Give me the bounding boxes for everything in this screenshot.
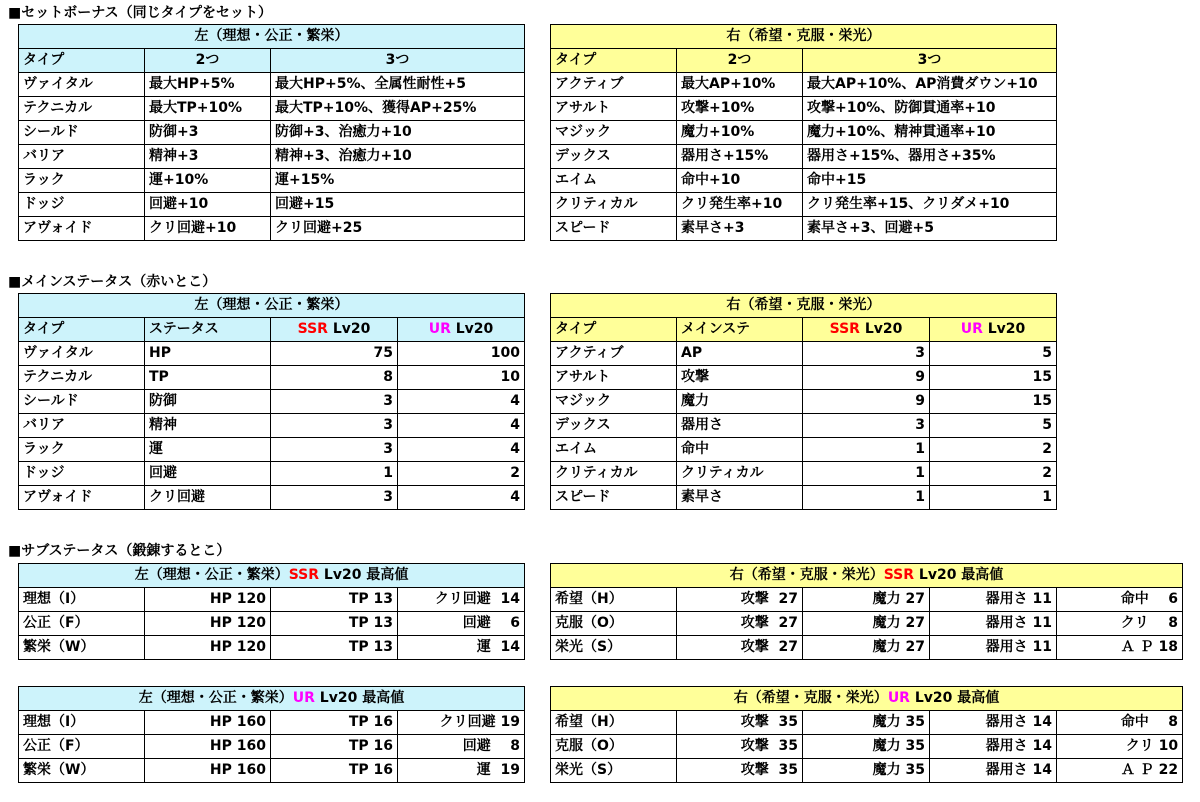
table-cell: クリ発生率+15、クリダメ+10 xyxy=(803,193,1057,217)
table-cell: マジック xyxy=(551,121,677,145)
table-cell: 9 xyxy=(803,366,930,390)
ssr-label: SSR xyxy=(883,567,915,583)
table-cell: 運 14 xyxy=(398,636,525,660)
table-cell: 器用さ 11 xyxy=(930,636,1057,660)
table-row xyxy=(551,462,1057,486)
table-cell: 15 xyxy=(930,390,1057,414)
table-cell: 栄光（S） xyxy=(551,759,677,783)
table-cell: ドッジ xyxy=(19,462,145,486)
table-cell: スピード xyxy=(551,217,677,241)
ur-label: UR xyxy=(887,690,910,706)
table-row xyxy=(551,486,1057,510)
table-row xyxy=(19,588,525,612)
table-row xyxy=(19,612,525,636)
set-bonus-right-table xyxy=(550,24,1057,241)
sub-status-ssr-right-table xyxy=(550,563,1183,660)
table-cell: 攻撃 35 xyxy=(677,711,803,735)
table-row xyxy=(19,462,525,486)
table-cell: 器用さ 14 xyxy=(930,759,1057,783)
column-header: メインステ xyxy=(677,318,803,342)
title-suffix: Lv20 最高値 xyxy=(319,567,409,583)
table-cell: アクティブ xyxy=(551,342,677,366)
sub-status-ur-right-table xyxy=(550,686,1183,783)
table-cell: クリティカル xyxy=(551,193,677,217)
table-cell: TP 13 xyxy=(271,588,398,612)
table-row xyxy=(551,97,1057,121)
ur-label: UR xyxy=(428,321,451,337)
column-header: 2つ xyxy=(677,49,803,73)
table-cell: 攻撃 xyxy=(677,366,803,390)
table-cell: ドッジ xyxy=(19,193,145,217)
column-header: ステータス xyxy=(145,318,271,342)
table-cell: ラック xyxy=(19,438,145,462)
table-row xyxy=(551,145,1057,169)
table-cell: HP 120 xyxy=(145,588,271,612)
table-cell: 理想（I） xyxy=(19,588,145,612)
table-cell: HP 160 xyxy=(145,711,271,735)
table-cell: 公正（F） xyxy=(19,612,145,636)
table-cell: 2 xyxy=(930,438,1057,462)
title-text: 右（希望・克服・栄光） xyxy=(733,690,888,706)
table-cell: 攻撃+10%、防御貫通率+10 xyxy=(803,97,1057,121)
table-cell: TP 13 xyxy=(271,612,398,636)
table-cell: 5 xyxy=(930,342,1057,366)
table-cell: 15 xyxy=(930,366,1057,390)
table-title: 左（理想・公正・繁栄） xyxy=(19,25,525,49)
column-header: 2つ xyxy=(145,49,271,73)
table-cell: 4 xyxy=(398,390,525,414)
table-cell: 攻撃 27 xyxy=(677,588,803,612)
table-cell: 素早さ xyxy=(677,486,803,510)
table-row xyxy=(551,390,1057,414)
table-row xyxy=(19,217,525,241)
table-cell: 運+15% xyxy=(271,169,525,193)
table-cell: 運 19 xyxy=(398,759,525,783)
column-header-ur xyxy=(398,318,525,342)
table-cell: バリア xyxy=(19,145,145,169)
table-row xyxy=(19,711,525,735)
table-cell: 最大TP+10% xyxy=(145,97,271,121)
table-cell: 回避 8 xyxy=(398,735,525,759)
table-cell: 理想（I） xyxy=(19,711,145,735)
table-cell: 精神+3、治癒力+10 xyxy=(271,145,525,169)
table-cell: 魔力 27 xyxy=(803,588,930,612)
table-cell: 器用さ+15% xyxy=(677,145,803,169)
table-cell: 命中+15 xyxy=(803,169,1057,193)
table-cell: 3 xyxy=(271,438,398,462)
table-cell: 命中 6 xyxy=(1057,588,1183,612)
table-cell: 4 xyxy=(398,438,525,462)
table-row xyxy=(19,438,525,462)
table-cell: HP 120 xyxy=(145,612,271,636)
table-cell: 1 xyxy=(271,462,398,486)
table-cell: 素早さ+3 xyxy=(677,217,803,241)
table-cell: 魔力+10% xyxy=(677,121,803,145)
table-cell: 最大HP+5%、全属性耐性+5 xyxy=(271,73,525,97)
column-header: タイプ xyxy=(19,49,145,73)
table-cell: クリ発生率+10 xyxy=(677,193,803,217)
table-cell: 希望（H） xyxy=(551,711,677,735)
table-cell: 魔力 27 xyxy=(803,636,930,660)
table-cell: 回避 xyxy=(145,462,271,486)
table-row xyxy=(551,588,1183,612)
table-cell: 3 xyxy=(803,414,930,438)
table-cell: 9 xyxy=(803,390,930,414)
table-cell: テクニカル xyxy=(19,366,145,390)
table-cell: 繁栄（W） xyxy=(19,636,145,660)
table-cell: AP xyxy=(677,342,803,366)
table-cell: 回避+10 xyxy=(145,193,271,217)
table-cell: 3 xyxy=(271,390,398,414)
table-row xyxy=(19,759,525,783)
table-row xyxy=(19,97,525,121)
level-label: Lv20 xyxy=(987,321,1026,337)
level-label: Lv20 xyxy=(864,321,903,337)
table-row xyxy=(551,121,1057,145)
table-cell: アサルト xyxy=(551,97,677,121)
table-title: 左（理想・公正・繁栄） xyxy=(19,294,525,318)
table-cell: クリ 10 xyxy=(1057,735,1183,759)
set-bonus-left-table xyxy=(18,24,525,241)
table-cell: 魔力 xyxy=(677,390,803,414)
sub-status-ssr-left-table xyxy=(18,563,525,660)
level-label: Lv20 xyxy=(455,321,494,337)
column-header-ur xyxy=(930,318,1057,342)
table-cell: 攻撃 27 xyxy=(677,612,803,636)
table-cell: ヴァイタル xyxy=(19,342,145,366)
table-cell: スピード xyxy=(551,486,677,510)
title-suffix: Lv20 最高値 xyxy=(909,690,1000,706)
ur-label: UR xyxy=(292,690,315,706)
table-row xyxy=(19,414,525,438)
table-cell: デックス xyxy=(551,414,677,438)
table-row xyxy=(551,612,1183,636)
table-cell: 克服（O） xyxy=(551,735,677,759)
sub-status-ur-left-table xyxy=(18,686,525,783)
table-cell: エイム xyxy=(551,438,677,462)
ssr-label: SSR xyxy=(297,321,328,337)
column-header: タイプ xyxy=(551,49,677,73)
table-cell: 器用さ 11 xyxy=(930,588,1057,612)
table-cell: 回避+15 xyxy=(271,193,525,217)
table-cell: 繁栄（W） xyxy=(19,759,145,783)
table-cell: 栄光（S） xyxy=(551,636,677,660)
column-header: 3つ xyxy=(271,49,525,73)
table-row xyxy=(551,193,1057,217)
table-cell: 克服（O） xyxy=(551,612,677,636)
table-row xyxy=(19,169,525,193)
table-title xyxy=(19,564,525,588)
table-row xyxy=(19,73,525,97)
table-cell: 器用さ+15%、器用さ+35% xyxy=(803,145,1057,169)
table-row xyxy=(19,342,525,366)
table-row xyxy=(551,217,1057,241)
table-cell: マジック xyxy=(551,390,677,414)
table-cell: 魔力 35 xyxy=(803,735,930,759)
table-cell: 3 xyxy=(271,486,398,510)
table-row xyxy=(551,342,1057,366)
table-title: 右（希望・克服・栄光） xyxy=(551,294,1057,318)
table-row xyxy=(19,735,525,759)
table-cell: 最大AP+10% xyxy=(677,73,803,97)
table-cell: 攻撃 35 xyxy=(677,735,803,759)
table-row xyxy=(19,486,525,510)
table-cell: 器用さ 11 xyxy=(930,612,1057,636)
main-status-heading: ■メインステータス（赤いとこ） xyxy=(8,274,217,290)
table-cell: HP 160 xyxy=(145,735,271,759)
table-cell: 最大TP+10%、獲得AP+25% xyxy=(271,97,525,121)
table-cell: クリ回避+10 xyxy=(145,217,271,241)
table-row xyxy=(551,735,1183,759)
set-bonus-heading: ■セットボーナス（同じタイプをセット） xyxy=(8,5,272,21)
table-cell: 素早さ+3、回避+5 xyxy=(803,217,1057,241)
table-cell: 精神 xyxy=(145,414,271,438)
table-cell: TP 16 xyxy=(271,735,398,759)
table-cell: 1 xyxy=(930,486,1057,510)
table-cell: 器用さ 14 xyxy=(930,735,1057,759)
table-cell: 精神+3 xyxy=(145,145,271,169)
table-cell: 最大AP+10%、AP消費ダウン+10 xyxy=(803,73,1057,97)
column-header: タイプ xyxy=(551,318,677,342)
table-cell: 1 xyxy=(803,486,930,510)
title-suffix: Lv20 最高値 xyxy=(914,567,1004,583)
table-cell: ラック xyxy=(19,169,145,193)
table-cell: 5 xyxy=(930,414,1057,438)
table-cell: ヴァイタル xyxy=(19,73,145,97)
table-cell: Ａ Ｐ 18 xyxy=(1057,636,1183,660)
sub-status-heading: ■サブステータス（鍛錬するとこ） xyxy=(8,543,231,559)
table-cell: 魔力 35 xyxy=(803,759,930,783)
column-header: 3つ xyxy=(803,49,1057,73)
column-header: タイプ xyxy=(19,318,145,342)
title-text: 左（理想・公正・繁栄） xyxy=(134,567,289,583)
table-cell: TP 16 xyxy=(271,759,398,783)
table-cell: 運 xyxy=(145,438,271,462)
table-cell: 魔力 35 xyxy=(803,711,930,735)
table-cell: クリ回避 xyxy=(145,486,271,510)
table-cell: アヴォイド xyxy=(19,217,145,241)
table-cell: シールド xyxy=(19,390,145,414)
table-cell: 攻撃 27 xyxy=(677,636,803,660)
table-row xyxy=(551,73,1057,97)
table-row xyxy=(19,366,525,390)
table-cell: 防御+3、治癒力+10 xyxy=(271,121,525,145)
table-row xyxy=(19,145,525,169)
table-row xyxy=(551,759,1183,783)
table-cell: 75 xyxy=(271,342,398,366)
table-cell: 魔力 27 xyxy=(803,612,930,636)
table-cell: 魔力+10%、精神貫通率+10 xyxy=(803,121,1057,145)
table-cell: クリ回避+25 xyxy=(271,217,525,241)
table-cell: 運+10% xyxy=(145,169,271,193)
table-row xyxy=(19,390,525,414)
table-cell: TP 13 xyxy=(271,636,398,660)
table-cell: 器用さ xyxy=(677,414,803,438)
table-cell: クリ 8 xyxy=(1057,612,1183,636)
table-cell: 100 xyxy=(398,342,525,366)
table-cell: クリ回避 19 xyxy=(398,711,525,735)
title-suffix: Lv20 最高値 xyxy=(314,690,405,706)
table-cell: 命中+10 xyxy=(677,169,803,193)
table-cell: 4 xyxy=(398,414,525,438)
table-cell: クリ回避 14 xyxy=(398,588,525,612)
table-cell: 8 xyxy=(271,366,398,390)
table-cell: バリア xyxy=(19,414,145,438)
table-title xyxy=(551,687,1183,711)
table-row xyxy=(551,414,1057,438)
table-title: 右（希望・克服・栄光） xyxy=(551,25,1057,49)
ssr-label: SSR xyxy=(288,567,320,583)
table-cell: TP 16 xyxy=(271,711,398,735)
table-cell: 器用さ 14 xyxy=(930,711,1057,735)
table-cell: 攻撃+10% xyxy=(677,97,803,121)
table-row xyxy=(19,193,525,217)
table-title xyxy=(551,564,1183,588)
table-cell: 命中 xyxy=(677,438,803,462)
table-title xyxy=(19,687,525,711)
table-cell: デックス xyxy=(551,145,677,169)
table-cell: シールド xyxy=(19,121,145,145)
level-label: Lv20 xyxy=(332,321,371,337)
table-cell: 命中 8 xyxy=(1057,711,1183,735)
table-row xyxy=(551,438,1057,462)
table-cell: 2 xyxy=(398,462,525,486)
table-cell: 防御 xyxy=(145,390,271,414)
table-cell: 4 xyxy=(398,486,525,510)
column-header-ssr xyxy=(803,318,930,342)
table-cell: 公正（F） xyxy=(19,735,145,759)
table-cell: 1 xyxy=(803,438,930,462)
table-cell: 2 xyxy=(930,462,1057,486)
table-row xyxy=(551,366,1057,390)
table-row xyxy=(551,636,1183,660)
table-cell: 攻撃 35 xyxy=(677,759,803,783)
table-cell: クリティカル xyxy=(677,462,803,486)
table-cell: 希望（H） xyxy=(551,588,677,612)
main-status-left-table xyxy=(18,293,525,510)
table-cell: クリティカル xyxy=(551,462,677,486)
table-row xyxy=(551,711,1183,735)
ur-label: UR xyxy=(960,321,983,337)
table-cell: HP 120 xyxy=(145,636,271,660)
table-cell: 最大HP+5% xyxy=(145,73,271,97)
main-status-right-table xyxy=(550,293,1057,510)
table-cell: Ａ Ｐ 22 xyxy=(1057,759,1183,783)
ssr-label: SSR xyxy=(829,321,860,337)
column-header-ssr xyxy=(271,318,398,342)
table-cell: HP 160 xyxy=(145,759,271,783)
table-cell: HP xyxy=(145,342,271,366)
table-row xyxy=(551,169,1057,193)
table-cell: 10 xyxy=(398,366,525,390)
table-row xyxy=(19,121,525,145)
title-text: 右（希望・克服・栄光） xyxy=(729,567,884,583)
table-cell: アヴォイド xyxy=(19,486,145,510)
table-cell: アクティブ xyxy=(551,73,677,97)
title-text: 左（理想・公正・繁栄） xyxy=(138,690,293,706)
table-cell: TP xyxy=(145,366,271,390)
table-cell: 3 xyxy=(271,414,398,438)
table-cell: 防御+3 xyxy=(145,121,271,145)
table-cell: 1 xyxy=(803,462,930,486)
table-cell: テクニカル xyxy=(19,97,145,121)
table-cell: エイム xyxy=(551,169,677,193)
table-cell: アサルト xyxy=(551,366,677,390)
table-cell: 回避 6 xyxy=(398,612,525,636)
table-cell: 3 xyxy=(803,342,930,366)
table-row xyxy=(19,636,525,660)
